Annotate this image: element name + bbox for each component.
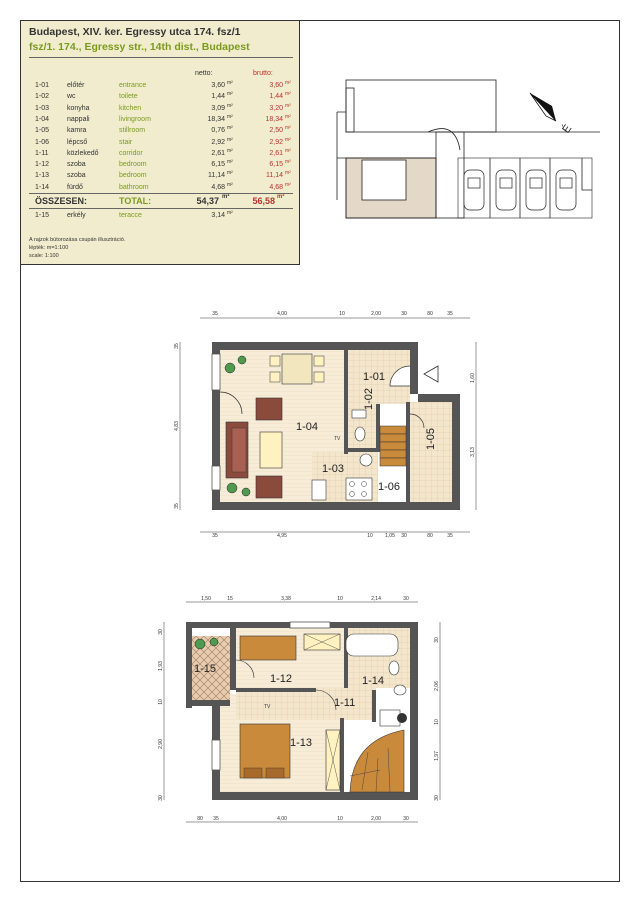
room-name-en: bedroom	[119, 172, 147, 180]
room-gross-unit: m²	[285, 147, 291, 154]
room-name-hu: nappali	[67, 115, 90, 123]
dimension-label: 2,00	[371, 816, 381, 822]
scale-note-hu: lépték: m=1:100	[29, 245, 69, 251]
total-label-hu: ÖSSZESEN:	[35, 196, 88, 206]
room-label-1-03: 1-03	[322, 463, 345, 475]
room-name-hu: szoba	[67, 161, 86, 169]
dimension-label: 30	[434, 795, 440, 801]
room-label-1-12: 1-12	[270, 673, 293, 685]
dimension-label: 1,05	[385, 533, 395, 539]
north-label: É	[560, 122, 575, 136]
room-gross-area: 11,14	[266, 172, 283, 180]
title-hungarian: Budapest, XIV. ker. Egressy utca 174. fsz/1	[29, 26, 241, 38]
room-gross-area: 2,92	[269, 138, 283, 146]
entrance-arrow-icon	[424, 366, 438, 382]
dimension-label: 30	[158, 795, 164, 801]
room-name-en: bedroom	[119, 161, 147, 169]
room-name-en: livingroom	[119, 115, 151, 123]
dimension-label: 30	[401, 311, 407, 317]
dimension-label: 35	[212, 311, 218, 317]
room-gross-area: 3,20	[269, 104, 283, 112]
room-name-hu: wc	[67, 93, 76, 101]
room-name-en: stillroom	[119, 127, 146, 135]
dimension-label: 10	[339, 311, 345, 317]
title-english: fsz/1. 174., Egressy str., 14th dist., Budapest	[29, 41, 250, 53]
dimension-label: 30	[403, 816, 409, 822]
room-label-1-15: 1-15	[194, 663, 217, 675]
room-net-area: 3,60	[211, 82, 225, 89]
terrace-code: 1-15	[35, 212, 50, 219]
total-net: 54,37	[196, 196, 219, 206]
room-net-unit: m²	[227, 91, 233, 98]
room-code: 1-13	[35, 172, 50, 180]
dimension-label: 1,97	[434, 751, 440, 761]
room-net-area: 1,44	[211, 93, 225, 101]
north-arrow-icon	[530, 93, 556, 121]
room-net-area: 6,15	[211, 161, 225, 169]
room-net-area: 2,92	[211, 138, 225, 146]
dimension-label: 15	[227, 596, 233, 602]
room-gross-area: 4,68	[269, 183, 283, 191]
room-gross-area: 3,60	[269, 82, 283, 89]
room-code: 1-04	[35, 115, 50, 123]
dimension-label: 3,38	[281, 596, 291, 602]
room-gross-unit: m²	[285, 91, 291, 98]
dimension-label: 30	[158, 629, 164, 635]
dimension-label: 2,06	[434, 681, 440, 691]
dimension-label: 4,00	[277, 311, 287, 317]
room-code: 1-14	[35, 183, 50, 191]
room-name-hu: szoba	[67, 172, 86, 180]
room-gross-unit: m²	[285, 113, 291, 120]
room-gross-unit: m²	[285, 80, 291, 86]
room-gross-unit: m²	[285, 170, 291, 177]
room-gross-unit: m²	[285, 136, 291, 143]
dimension-label: 30	[434, 637, 440, 643]
room-name-en: stair	[119, 138, 133, 146]
room-label-1-04: 1-04	[296, 421, 319, 433]
dimension-label: 4,83	[174, 421, 180, 431]
dimension-label: 2,00	[371, 311, 381, 317]
room-gross-area: 18,34	[265, 115, 283, 123]
dimension-label: 2,14	[371, 596, 381, 602]
terrace-name-en: teracce	[119, 212, 142, 219]
dimension-label: 3,13	[470, 447, 476, 457]
dimension-label: 30	[403, 596, 409, 602]
room-name-en: entrance	[119, 82, 147, 89]
room-name-hu: konyha	[67, 104, 90, 112]
room-net-area: 11,14	[208, 172, 225, 180]
room-net-area: 18,34	[207, 115, 225, 123]
room-code: 1-02	[35, 93, 50, 101]
room-net-unit: m²	[227, 136, 233, 143]
dimension-label: 80	[427, 311, 433, 317]
total-gross: 56,58	[252, 196, 275, 206]
room-code: 1-05	[35, 127, 50, 135]
room-gross-unit: m²	[285, 181, 291, 188]
dimension-label: 35	[447, 311, 453, 317]
terrace-name-hu: erkély	[67, 212, 86, 219]
room-name-en: toilete	[119, 93, 138, 101]
terrace-unit: m²	[227, 210, 233, 216]
scale-note-en: scale: 1:100	[29, 253, 59, 259]
room-label-1-06: 1-06	[378, 481, 401, 493]
room-code: 1-12	[35, 161, 50, 169]
room-gross-area: 2,50	[269, 127, 283, 135]
dimension-label: 35	[212, 533, 218, 539]
dimension-label: 80	[197, 816, 203, 822]
room-net-unit: m²	[227, 113, 233, 120]
dimension-label: 10	[367, 533, 373, 539]
dimension-label: 4,95	[277, 533, 287, 539]
room-net-unit: m²	[227, 181, 233, 188]
dimension-label: 10	[158, 699, 164, 705]
netto-header: netto:	[195, 70, 213, 77]
room-code: 1-06	[35, 138, 50, 146]
dimension-label: 35	[174, 343, 180, 349]
room-net-area: 0,76	[211, 127, 225, 135]
brutto-header: brutto:	[253, 70, 273, 77]
dimension-label: 35	[213, 816, 219, 822]
room-name-hu: lépcső	[67, 138, 88, 146]
room-code: 1-11	[35, 149, 49, 157]
room-name-hu: előtér	[67, 82, 85, 89]
room-gross-area: 2,61	[269, 149, 283, 157]
room-name-hu: közlekedő	[67, 149, 99, 157]
dimension-label: 10	[337, 816, 343, 822]
dimension-label: 35	[447, 533, 453, 539]
dimension-label: 2,90	[158, 739, 164, 749]
ground-floor-plan	[212, 342, 460, 510]
room-net-unit: m²	[227, 159, 233, 166]
room-code: 1-01	[35, 82, 50, 89]
dimension-label: 10	[434, 719, 440, 725]
room-net-unit: m²	[227, 147, 233, 154]
room-name-hu: fürdő	[67, 183, 83, 191]
room-label-1-13: 1-13	[290, 737, 313, 749]
room-net-unit: m²	[227, 170, 233, 177]
terrace-net: 3,14	[211, 212, 225, 219]
dimension-label: 80	[427, 533, 433, 539]
room-net-area: 3,09	[211, 104, 225, 112]
room-name-en: bathroom	[119, 183, 149, 191]
dimension-label: 10	[337, 596, 343, 602]
room-label-1-11: 1-11	[334, 697, 356, 709]
total-net-unit: m²	[222, 194, 230, 200]
room-label-1-01: 1-01	[363, 371, 386, 383]
dimension-label: 1,60	[470, 373, 476, 383]
room-code: 1-03	[35, 104, 50, 112]
room-net-area: 2,61	[211, 149, 225, 157]
room-label-1-02: 1-02	[363, 387, 375, 410]
tv-label: TV	[334, 436, 341, 442]
room-gross-unit: m²	[285, 159, 291, 166]
total-gross-unit: m²	[277, 194, 285, 200]
furniture-note: A rajzok bútorozása csupán illusztráció.	[29, 237, 126, 243]
room-label-1-05: 1-05	[425, 427, 437, 450]
dimension-label: 1,50	[201, 596, 211, 602]
room-name-en: kitchen	[119, 104, 142, 112]
tv-label-upper: TV	[264, 704, 271, 710]
room-gross-area: 1,44	[269, 93, 283, 101]
room-gross-unit: m²	[285, 102, 291, 109]
room-net-unit: m²	[227, 102, 233, 109]
room-net-unit: m²	[227, 80, 233, 86]
upper-floor-plan	[186, 622, 418, 800]
total-label-en: TOTAL:	[119, 196, 152, 206]
room-net-unit: m²	[227, 125, 233, 132]
room-gross-area: 6,15	[269, 161, 283, 169]
room-gross-unit: m²	[285, 125, 291, 132]
room-net-area: 4,68	[211, 183, 225, 191]
room-label-1-14: 1-14	[362, 675, 385, 687]
room-name-en: corridor	[119, 149, 143, 157]
room-name-hu: kamra	[67, 127, 87, 135]
dimension-label: 1,93	[158, 661, 164, 671]
dimension-label: 30	[401, 533, 407, 539]
dimension-label: 35	[174, 503, 180, 509]
dimension-label: 4,00	[277, 816, 287, 822]
